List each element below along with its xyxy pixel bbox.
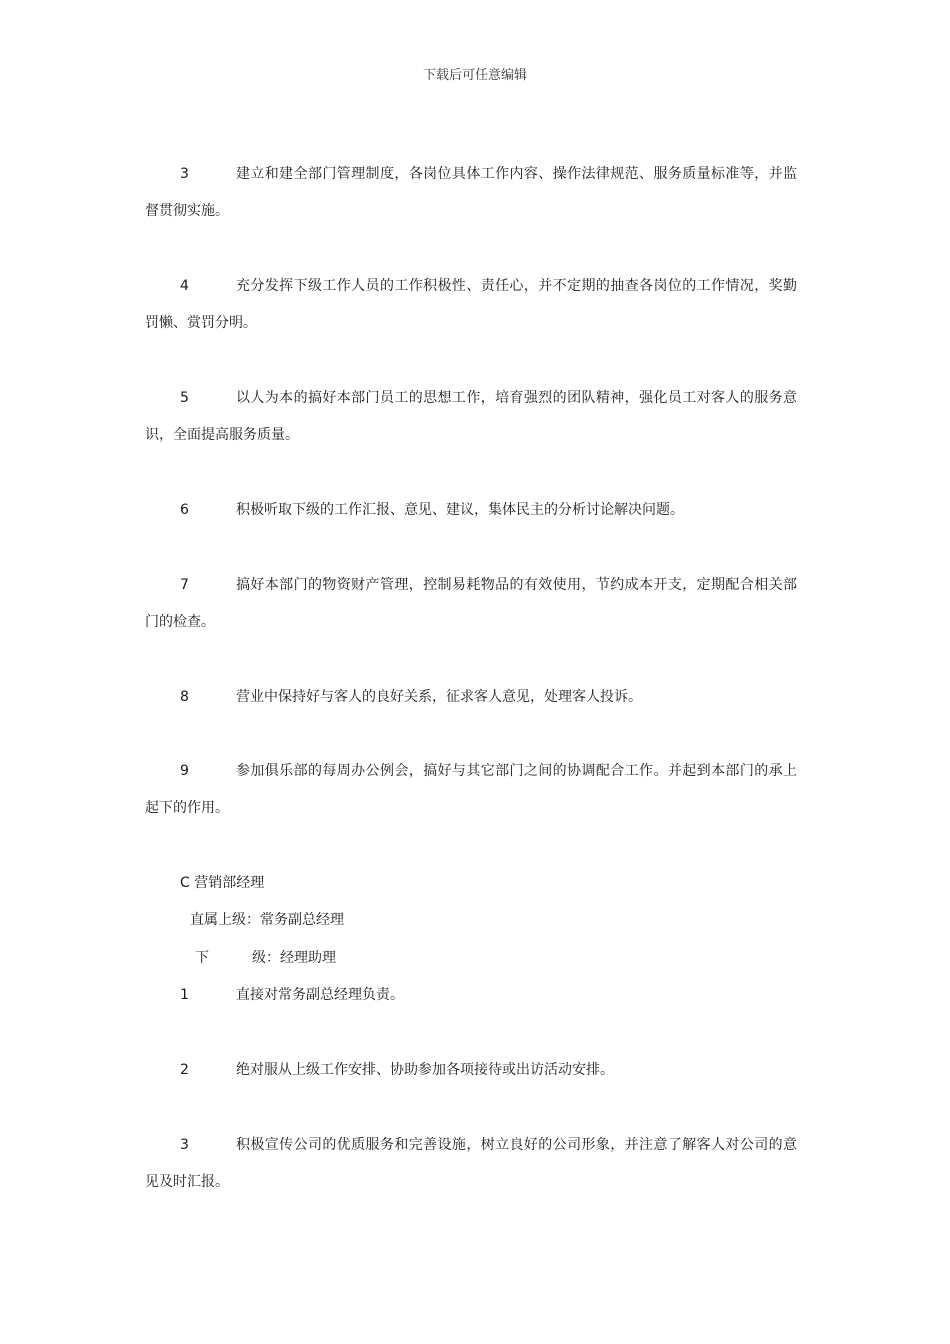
section-title: 营销部经理 bbox=[194, 875, 265, 891]
item-text-continued: 督贯彻实施。 bbox=[145, 203, 229, 219]
list-item bbox=[145, 164, 797, 221]
section-letter: C bbox=[180, 875, 190, 891]
list-item bbox=[145, 1135, 797, 1192]
item-text: 营业中保持好与客人的良好关系，征求客人意见，处理客人投诉。 bbox=[236, 689, 642, 705]
item-number: 3 bbox=[180, 1137, 189, 1153]
item-text: 积极宣传公司的优质服务和完善设施，树立良好的公司形象，并注意了解客人对公司的意 bbox=[236, 1137, 797, 1153]
list-item bbox=[145, 500, 797, 520]
subordinate-label: 下 bbox=[195, 950, 209, 966]
item-text: 以人为本的搞好本部门员工的思想工作，培育强烈的团队精神，强化员工对客人的服务意 bbox=[236, 390, 797, 406]
superior-line: 直属上级：常务副总经理 bbox=[190, 912, 344, 928]
item-text: 直接对常务副总经理负责。 bbox=[236, 987, 404, 1003]
list-item bbox=[145, 1060, 797, 1080]
list-item bbox=[145, 276, 797, 333]
item-text: 充分发挥下级工作人员的工作积极性、责任心，并不定期的抽查各岗位的工作情况，奖勤 bbox=[236, 278, 797, 294]
item-number: 6 bbox=[180, 502, 189, 518]
item-text-continued: 见及时汇报。 bbox=[145, 1174, 229, 1190]
item-number: 3 bbox=[180, 166, 189, 182]
section-heading bbox=[180, 873, 264, 893]
subordinate-value: 级：经理助理 bbox=[252, 950, 336, 966]
item-text: 参加俱乐部的每周办公例会，搞好与其它部门之间的协调配合工作。并起到本部门的承上 bbox=[236, 763, 797, 779]
item-number: 2 bbox=[180, 1062, 189, 1078]
item-number: 4 bbox=[180, 278, 189, 294]
item-text: 积极听取下级的工作汇报、意见、建议，集体民主的分析讨论解决问题。 bbox=[236, 502, 684, 518]
item-number: 7 bbox=[180, 577, 189, 593]
item-number: 9 bbox=[180, 763, 189, 779]
item-number: 8 bbox=[180, 689, 189, 705]
list-item bbox=[145, 388, 797, 445]
list-item bbox=[145, 985, 797, 1005]
list-item bbox=[145, 575, 797, 632]
list-item bbox=[145, 761, 797, 818]
item-text-continued: 识，全面提高服务质量。 bbox=[145, 427, 299, 443]
item-text-continued: 起下的作用。 bbox=[145, 800, 229, 816]
item-text: 搞好本部门的物资财产管理，控制易耗物品的有效使用，节约成本开支，定期配合相关部 bbox=[236, 577, 797, 593]
list-item bbox=[145, 687, 797, 707]
item-number: 1 bbox=[180, 987, 189, 1003]
item-text-continued: 门的检查。 bbox=[145, 614, 215, 630]
page-header: 下载后可任意编辑 bbox=[422, 68, 527, 83]
item-number: 5 bbox=[180, 390, 189, 406]
item-text-continued: 罚懒、赏罚分明。 bbox=[145, 315, 257, 331]
item-text: 绝对服从上级工作安排、协助参加各项接待或出访活动安排。 bbox=[236, 1062, 614, 1078]
item-text: 建立和建全部门管理制度，各岗位具体工作内容、操作法律规范、服务质量标准等，并监 bbox=[236, 166, 797, 182]
